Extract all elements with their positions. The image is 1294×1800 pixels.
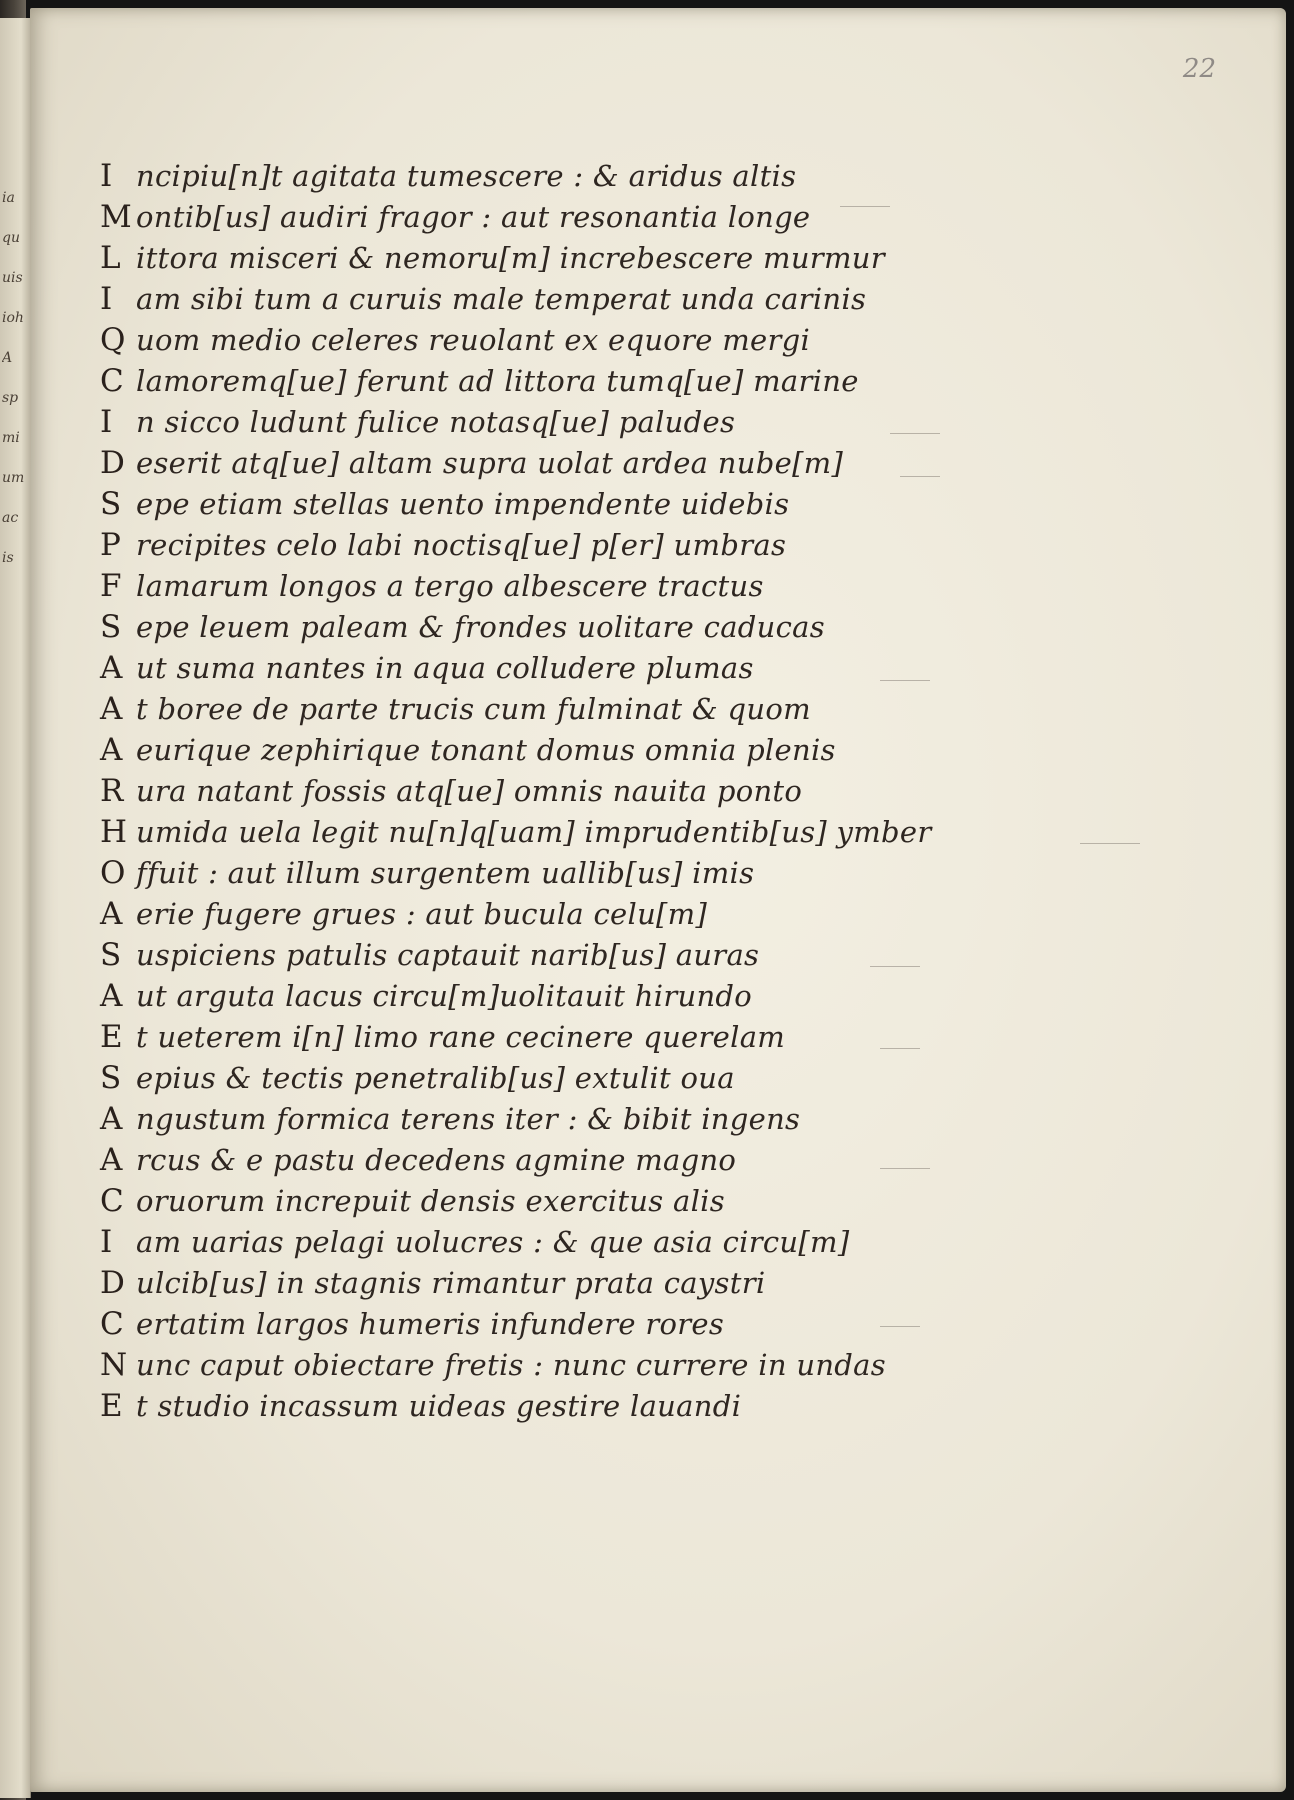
line-text: ut suma nantes in aqua colludere plumas <box>136 651 754 685</box>
facing-fragment: qu <box>2 230 20 246</box>
line-text: uspiciens patulis captauit narib[us] auras <box>136 938 760 972</box>
facing-fragment: ioh <box>2 310 24 326</box>
ruling-mark <box>1080 843 1140 844</box>
verse-line <box>100 240 1100 281</box>
verse-line <box>100 1306 1100 1347</box>
verse-line <box>100 978 1100 1019</box>
line-initial: I <box>100 158 113 194</box>
line-text: uom medio celeres reuolant ex equore mergi <box>136 323 811 357</box>
line-initial: R <box>100 773 124 809</box>
line-text: unc caput obiectare fretis : nunc currere in undas <box>136 1348 886 1382</box>
line-initial: H <box>100 814 128 850</box>
verse-line <box>100 1224 1100 1265</box>
line-initial: I <box>100 404 113 440</box>
line-initial: I <box>100 1224 113 1260</box>
line-initial: A <box>100 1101 123 1137</box>
facing-fragment: uis <box>2 270 23 286</box>
line-initial: D <box>100 445 126 481</box>
line-initial: S <box>100 1060 122 1096</box>
line-text: am sibi tum a curuis male temperat unda carinis <box>136 282 867 316</box>
line-text: ittora misceri & nemoru[m] increbescere murmur <box>136 241 885 275</box>
line-initial: M <box>100 199 133 235</box>
verse-line <box>100 322 1100 363</box>
verse-line <box>100 773 1100 814</box>
verse-line <box>100 281 1100 322</box>
verse-line <box>100 1142 1100 1183</box>
line-text: ura natant fossis atq[ue] omnis nauita ponto <box>136 774 803 808</box>
verse-line <box>100 1183 1100 1224</box>
line-initial: C <box>100 1183 125 1219</box>
facing-page-edge <box>0 18 31 1798</box>
line-text: lamoremq[ue] ferunt ad littora tumq[ue] marine <box>136 364 859 398</box>
verse-text-block <box>100 158 1100 1429</box>
line-initial: A <box>100 732 123 768</box>
line-text: ut arguta lacus circu[m]uolitauit hirundo <box>136 979 753 1013</box>
line-text: ulcib[us] in stagnis rimantur prata caystri <box>136 1266 766 1300</box>
line-initial: A <box>100 978 123 1014</box>
verse-line <box>100 732 1100 773</box>
line-text: n sicco ludunt fulice notasq[ue] paludes <box>136 405 736 439</box>
verse-line <box>100 1265 1100 1306</box>
line-text: ertatim largos humeris infundere rores <box>136 1307 725 1341</box>
ruling-mark <box>880 680 930 681</box>
folio-number: 22 <box>1182 54 1216 84</box>
line-text: ngustum formica terens iter : & bibit ingens <box>136 1102 801 1136</box>
verse-line <box>100 1101 1100 1142</box>
line-initial: O <box>100 855 126 891</box>
facing-fragment: A <box>2 350 13 366</box>
verse-line <box>100 199 1100 240</box>
line-initial: C <box>100 363 125 399</box>
verse-line <box>100 814 1100 855</box>
line-initial: E <box>100 1388 123 1424</box>
verse-line <box>100 568 1100 609</box>
line-initial: S <box>100 937 122 973</box>
line-initial: A <box>100 650 123 686</box>
line-text: ffuit : aut illum surgentem uallib[us] imis <box>136 856 755 890</box>
verse-line <box>100 691 1100 732</box>
line-text: ontib[us] audiri fragor : aut resonantia longe <box>136 200 811 234</box>
line-text: umida uela legit nu[n]q[uam] imprudentib[us] ymber <box>136 815 932 849</box>
verse-line <box>100 1347 1100 1388</box>
facing-fragment: um <box>2 470 25 486</box>
verse-line <box>100 1060 1100 1101</box>
line-initial: I <box>100 281 113 317</box>
line-text: am uarias pelagi uolucres : & que asia circu[m] <box>136 1225 850 1259</box>
verse-line <box>100 486 1100 527</box>
ruling-mark <box>900 476 940 477</box>
line-initial: S <box>100 486 122 522</box>
line-initial: A <box>100 1142 123 1178</box>
line-text: ncipiu[n]t agitata tumescere : & aridus altis <box>136 159 797 193</box>
verse-line <box>100 650 1100 691</box>
line-initial: E <box>100 1019 123 1055</box>
facing-fragment: is <box>2 550 14 566</box>
verse-line <box>100 609 1100 650</box>
line-initial: D <box>100 1265 126 1301</box>
facing-fragment: ia <box>2 190 15 206</box>
line-text: rcus & e pastu decedens agmine magno <box>136 1143 737 1177</box>
line-initial: A <box>100 691 123 727</box>
facing-fragment: mi <box>2 430 20 446</box>
verse-line <box>100 363 1100 404</box>
line-text: epe leuem paleam & frondes uolitare caducas <box>136 610 825 644</box>
line-text: epe etiam stellas uento impendente uidebis <box>136 487 790 521</box>
verse-line <box>100 404 1100 445</box>
line-text: lamarum longos a tergo albescere tractus <box>136 569 764 603</box>
line-text: eurique zephirique tonant domus omnia plenis <box>136 733 836 767</box>
ruling-mark <box>890 433 940 434</box>
verse-line <box>100 158 1100 199</box>
facing-fragment: ac <box>2 510 19 526</box>
line-initial: C <box>100 1306 125 1342</box>
ruling-mark <box>870 966 920 967</box>
line-text: eserit atq[ue] altam supra uolat ardea nube[m] <box>136 446 844 480</box>
verse-line <box>100 855 1100 896</box>
line-text: t ueterem i[n] limo rane cecinere querelam <box>136 1020 786 1054</box>
facing-fragment: sp <box>2 390 19 406</box>
ruling-mark <box>840 206 890 207</box>
line-initial: P <box>100 527 122 563</box>
line-text: t boree de parte trucis cum fulminat & quom <box>136 692 811 726</box>
line-text: recipites celo labi noctisq[ue] p[er] umbras <box>136 528 787 562</box>
verse-line <box>100 896 1100 937</box>
line-initial: F <box>100 568 122 604</box>
facing-page-text <box>2 178 28 578</box>
ruling-mark <box>880 1168 930 1169</box>
line-initial: Q <box>100 322 126 358</box>
manuscript-page <box>30 8 1286 1792</box>
line-text: erie fugere grues : aut bucula celu[m] <box>136 897 708 931</box>
verse-line <box>100 937 1100 978</box>
line-initial: A <box>100 896 123 932</box>
verse-line <box>100 445 1100 486</box>
line-initial: N <box>100 1347 128 1383</box>
line-text: oruorum increpuit densis exercitus alis <box>136 1184 725 1218</box>
verse-line <box>100 1388 1100 1429</box>
line-text: epius & tectis penetralib[us] extulit oua <box>136 1061 735 1095</box>
line-initial: S <box>100 609 122 645</box>
verse-line <box>100 1019 1100 1060</box>
line-initial: L <box>100 240 121 276</box>
verse-line <box>100 527 1100 568</box>
line-text: t studio incassum uideas gestire lauandi <box>136 1389 742 1423</box>
ruling-mark <box>880 1048 920 1049</box>
ruling-mark <box>880 1326 920 1327</box>
